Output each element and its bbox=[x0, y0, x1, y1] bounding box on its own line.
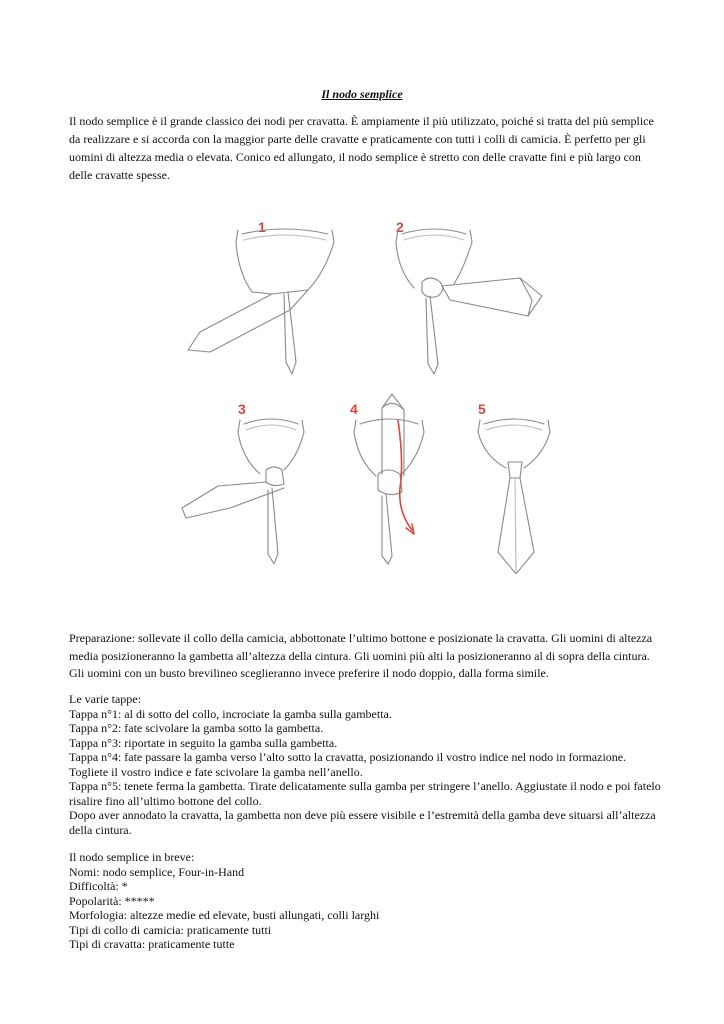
document-title: Il nodo semplice bbox=[321, 87, 403, 101]
steps-heading: Le varie tappe: bbox=[69, 692, 141, 706]
summary-line: Nomi: nodo semplice, Four-in-Hand bbox=[69, 864, 245, 879]
step-1-number: 1 bbox=[258, 219, 266, 235]
summary-line: Difficoltà: * bbox=[69, 879, 128, 893]
tie-knot-illustration bbox=[160, 212, 580, 592]
summary-line: Popolarità: ***** bbox=[69, 893, 155, 908]
preparation-paragraph: Preparazione: sollevate il collo della camicia, abbottonate l’ultimo bottone e posizionate la cravatta. Gli uomini di altezza media posizioneranno la gambetta all’altezza della cintura. Gli uomini più alti la posizioneranno al di sopra della cintura. Gli uomini con un busto brevilineo sceglieranno invece preferire il nodo doppio, dalla forma simile. bbox=[69, 631, 653, 680]
step-3-drawing bbox=[182, 401, 304, 564]
summary-line: Morfologia: altezze medie ed elevate, busti allungati, colli larghi bbox=[69, 908, 380, 922]
step-line: Tappa n°3: riportate in seguito la gamba sulla gambetta. bbox=[69, 735, 338, 750]
summary-line: Tipi di cravatta: praticamente tutte bbox=[69, 937, 235, 951]
step-line: Tappa n°2: fate scivolare la gamba sotto la gambetta. bbox=[69, 721, 324, 735]
step-line: Tappa n°5: tenete ferma la gambetta. Tirate delicatamente sulla gamba per stringere l’anello. Aggiustate il nodo e poi fatelo risalire fino all’ultimo bottone del collo. bbox=[69, 779, 661, 808]
step-4-drawing bbox=[350, 394, 424, 564]
step-3-number: 3 bbox=[238, 401, 246, 417]
summary-line: Tipi di collo di camicia: praticamente tutti bbox=[69, 922, 272, 937]
step-1-drawing bbox=[188, 219, 334, 374]
summary-section bbox=[69, 850, 661, 952]
step-line: Tappa n°1: al di sotto del collo, incrociate la gamba sulla gambetta. bbox=[69, 706, 392, 721]
step-5-number: 5 bbox=[478, 401, 486, 417]
steps-section bbox=[69, 692, 661, 837]
summary-heading: Il nodo semplice in breve: bbox=[69, 850, 195, 864]
step-line: Tappa n°4: fate passare la gamba verso l’alto sotto la cravatta, posizionando il vostro indice nel nodo in formazione. bbox=[69, 750, 627, 764]
step-4-number: 4 bbox=[350, 401, 358, 417]
step-2-number: 2 bbox=[396, 219, 404, 235]
intro-paragraph: Il nodo semplice è il grande classico dei nodi per cravatta. È ampiamente il più utilizzato, poiché si tratta del più semplice da realizzare e si accorda con la maggior parte delle cravatte e praticamente con tutti i colli di camicia. È perfetto per gli uomini di altezza media o elevata. Conico ed allungato, il nodo semplice è stretto con delle cravatte fini e più largo con delle cravatte spesse. bbox=[69, 114, 654, 182]
step-5-drawing bbox=[478, 401, 550, 574]
step-line: Togliete il vostro indice e fate scivolare la gamba nell’anello. bbox=[69, 764, 363, 779]
step-2-drawing bbox=[396, 219, 542, 374]
step-line: Dopo aver annodato la cravatta, la gambetta non deve più essere visibile e l’estremità della gamba deve situarsi all’altezza della cintura. bbox=[69, 808, 656, 837]
